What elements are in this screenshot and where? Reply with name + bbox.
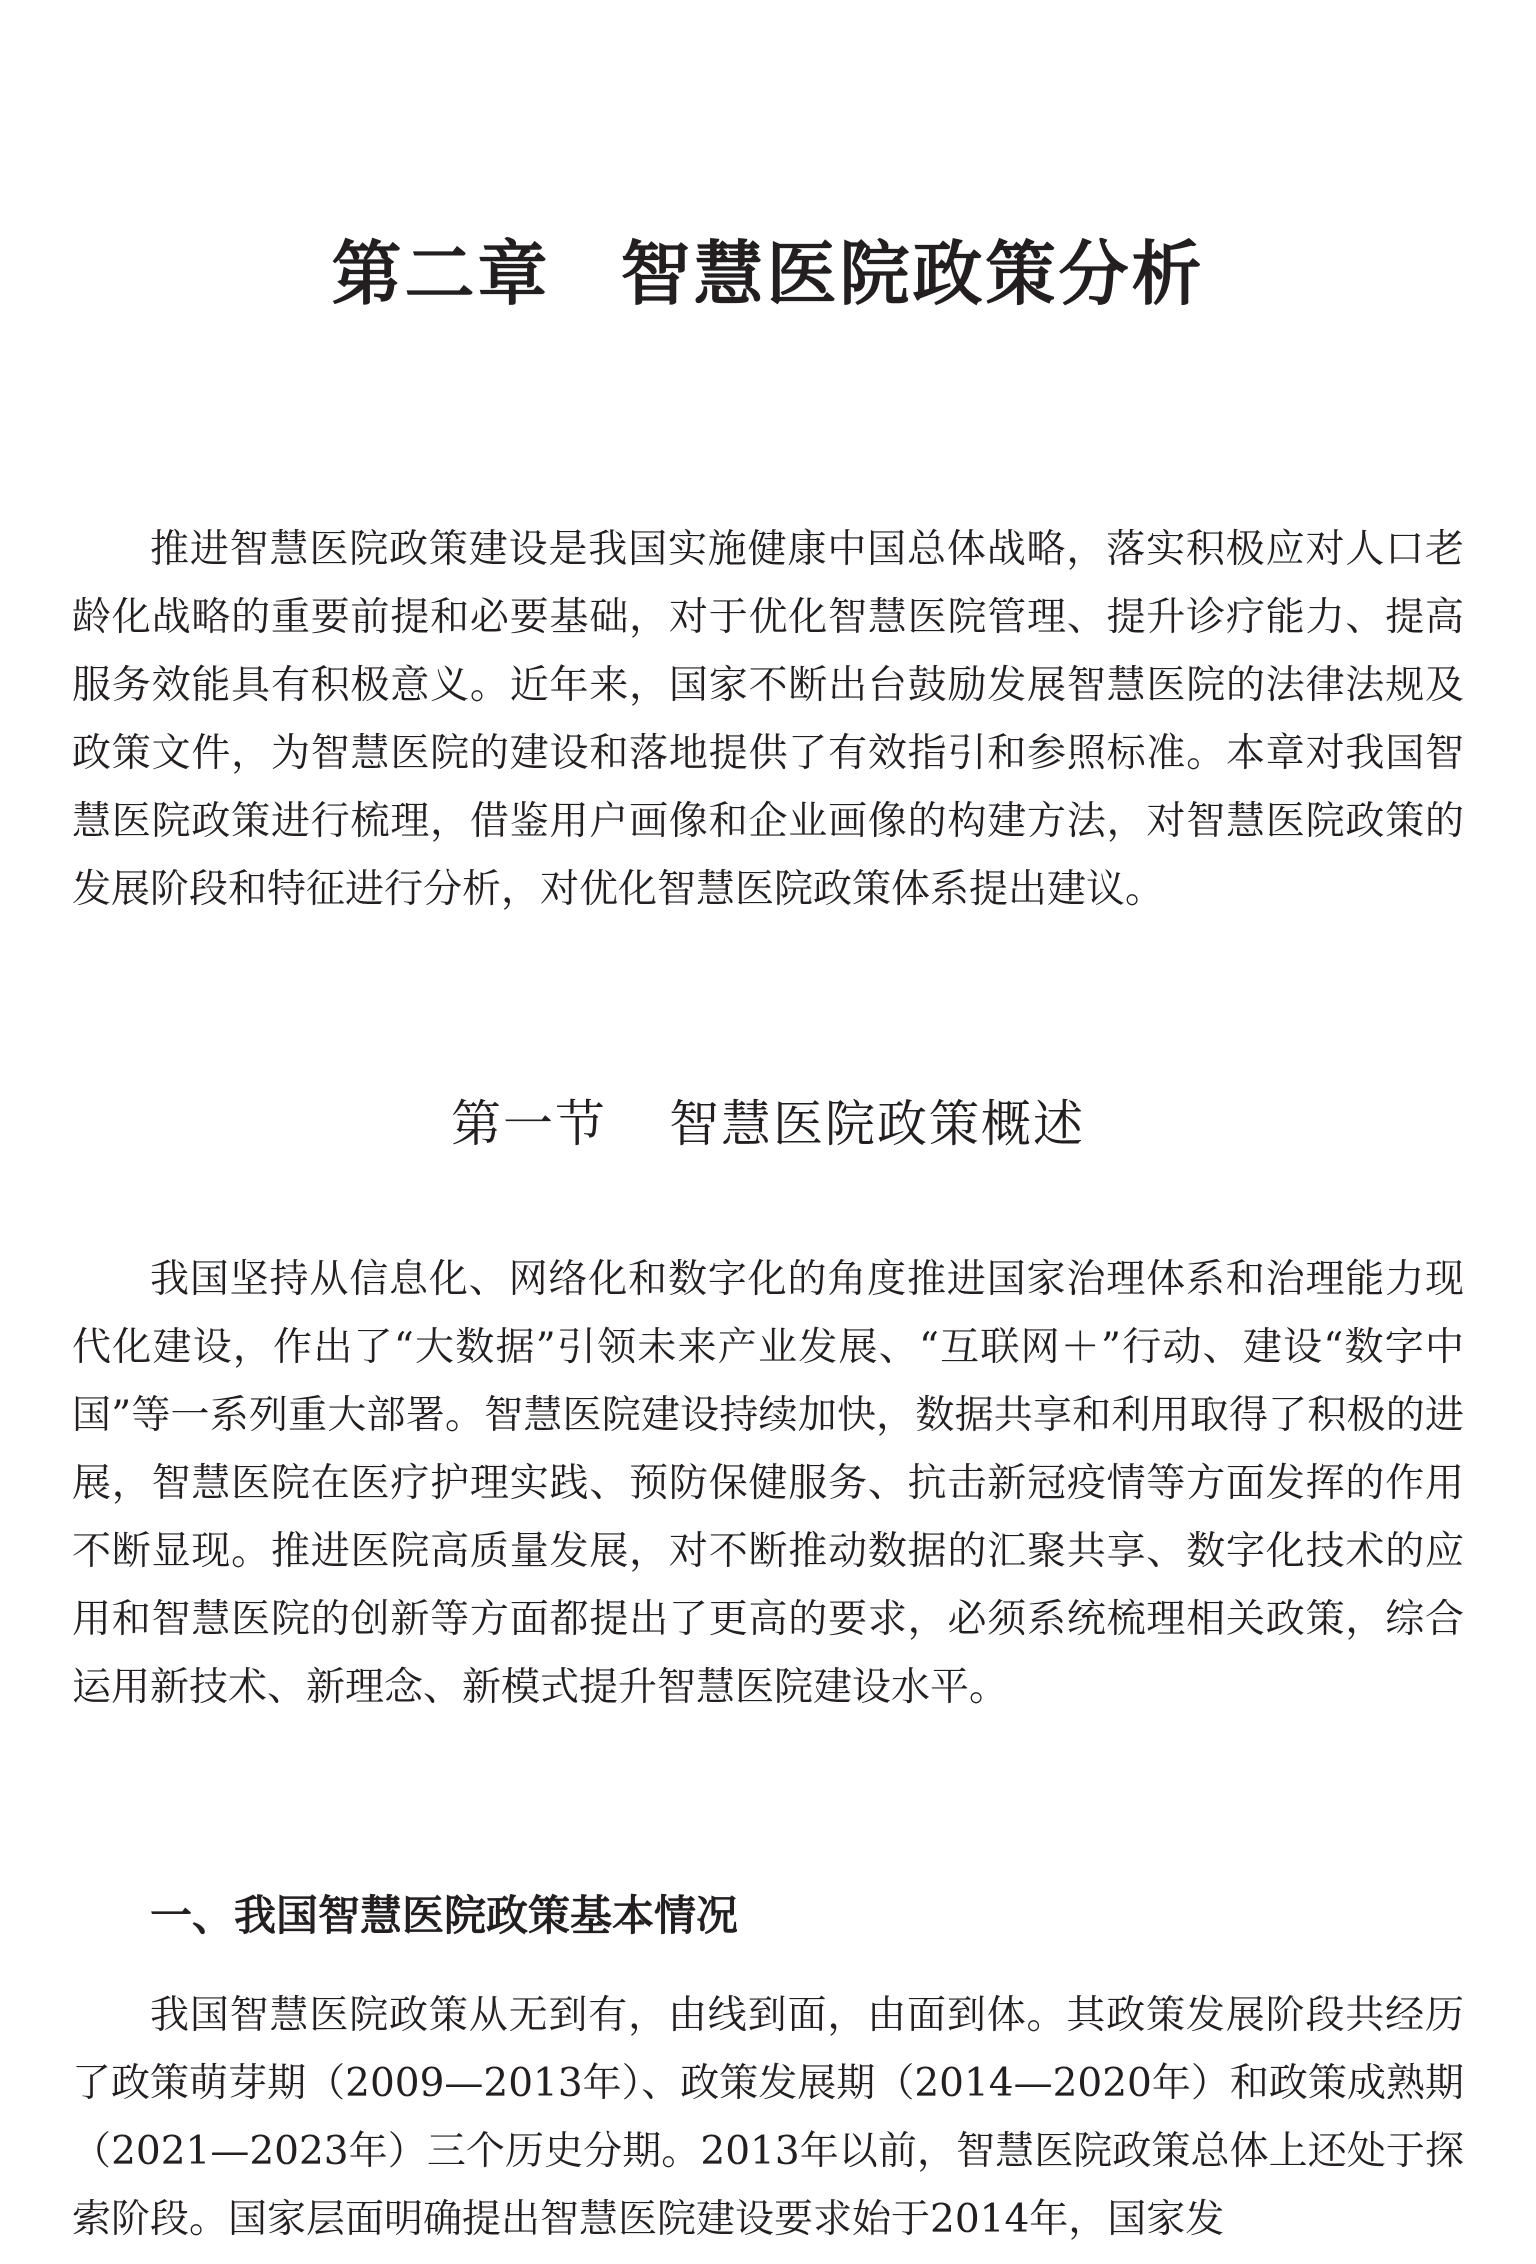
chapter-title-text: 智慧医院政策分析	[620, 233, 1205, 315]
section-number: 第一节	[451, 1095, 607, 1153]
intro-paragraph: 推进智慧医院政策建设是我国实施健康中国总体战略，落实积极应对人口老龄化战略的重要前提和必要基础，对于优化智慧医院管理、提升诊疗能力、提高服务效能具有积极意义。近年来，国家不断出台鼓励发展智慧医院的法律法规及政策文件，为智慧医院的建设和落地提供了有效指引和参照标准。本章对我国智慧医院政策进行梳理，借鉴用户画像和企业画像的构建方法，对智慧医院政策的发展阶段和特征进行分析，对优化智慧医院政策体系提出建议。	[72, 527, 1464, 912]
chapter-title	[0, 226, 1536, 322]
chapter-number: 第二章	[331, 233, 551, 315]
section-title-text: 智慧医院政策概述	[669, 1095, 1085, 1153]
section-paragraph: 我国坚持从信息化、网络化和数字化的角度推进国家治理体系和治理能力现代化建设，作出了“大数据”引领未来产业发展、“互联网＋”行动、建设“数字中国”等一系列重大部署。智慧医院建设持续加快，数据共享和利用取得了积极的进展，智慧医院在医疗护理实践、预防保健服务、抗击新冠疫情等方面发挥的作用不断显现。推进医院高质量发展，对不断推动数据的汇聚共享、数字化技术的应用和智慧医院的创新等方面都提出了更高的要求，必须系统梳理相关政策，综合运用新技术、新理念、新模式提升智慧医院建设水平。	[72, 1257, 1464, 1710]
section-title	[0, 1084, 1536, 1164]
subsection-paragraph: 我国智慧医院政策从无到有，由线到面，由面到体。其政策发展阶段共经历了政策萌芽期（2009—2013年）、政策发展期（2014—2020年）和政策成熟期（2021—2023年）三个历史分期。2013年以前，智慧医院政策总体上还处于探索阶段。国家层面明确提出智慧医院建设要求始于2014年，国家发	[72, 1993, 1464, 2242]
subsection-title: 一、我国智慧医院政策基本情况	[150, 1891, 739, 1940]
